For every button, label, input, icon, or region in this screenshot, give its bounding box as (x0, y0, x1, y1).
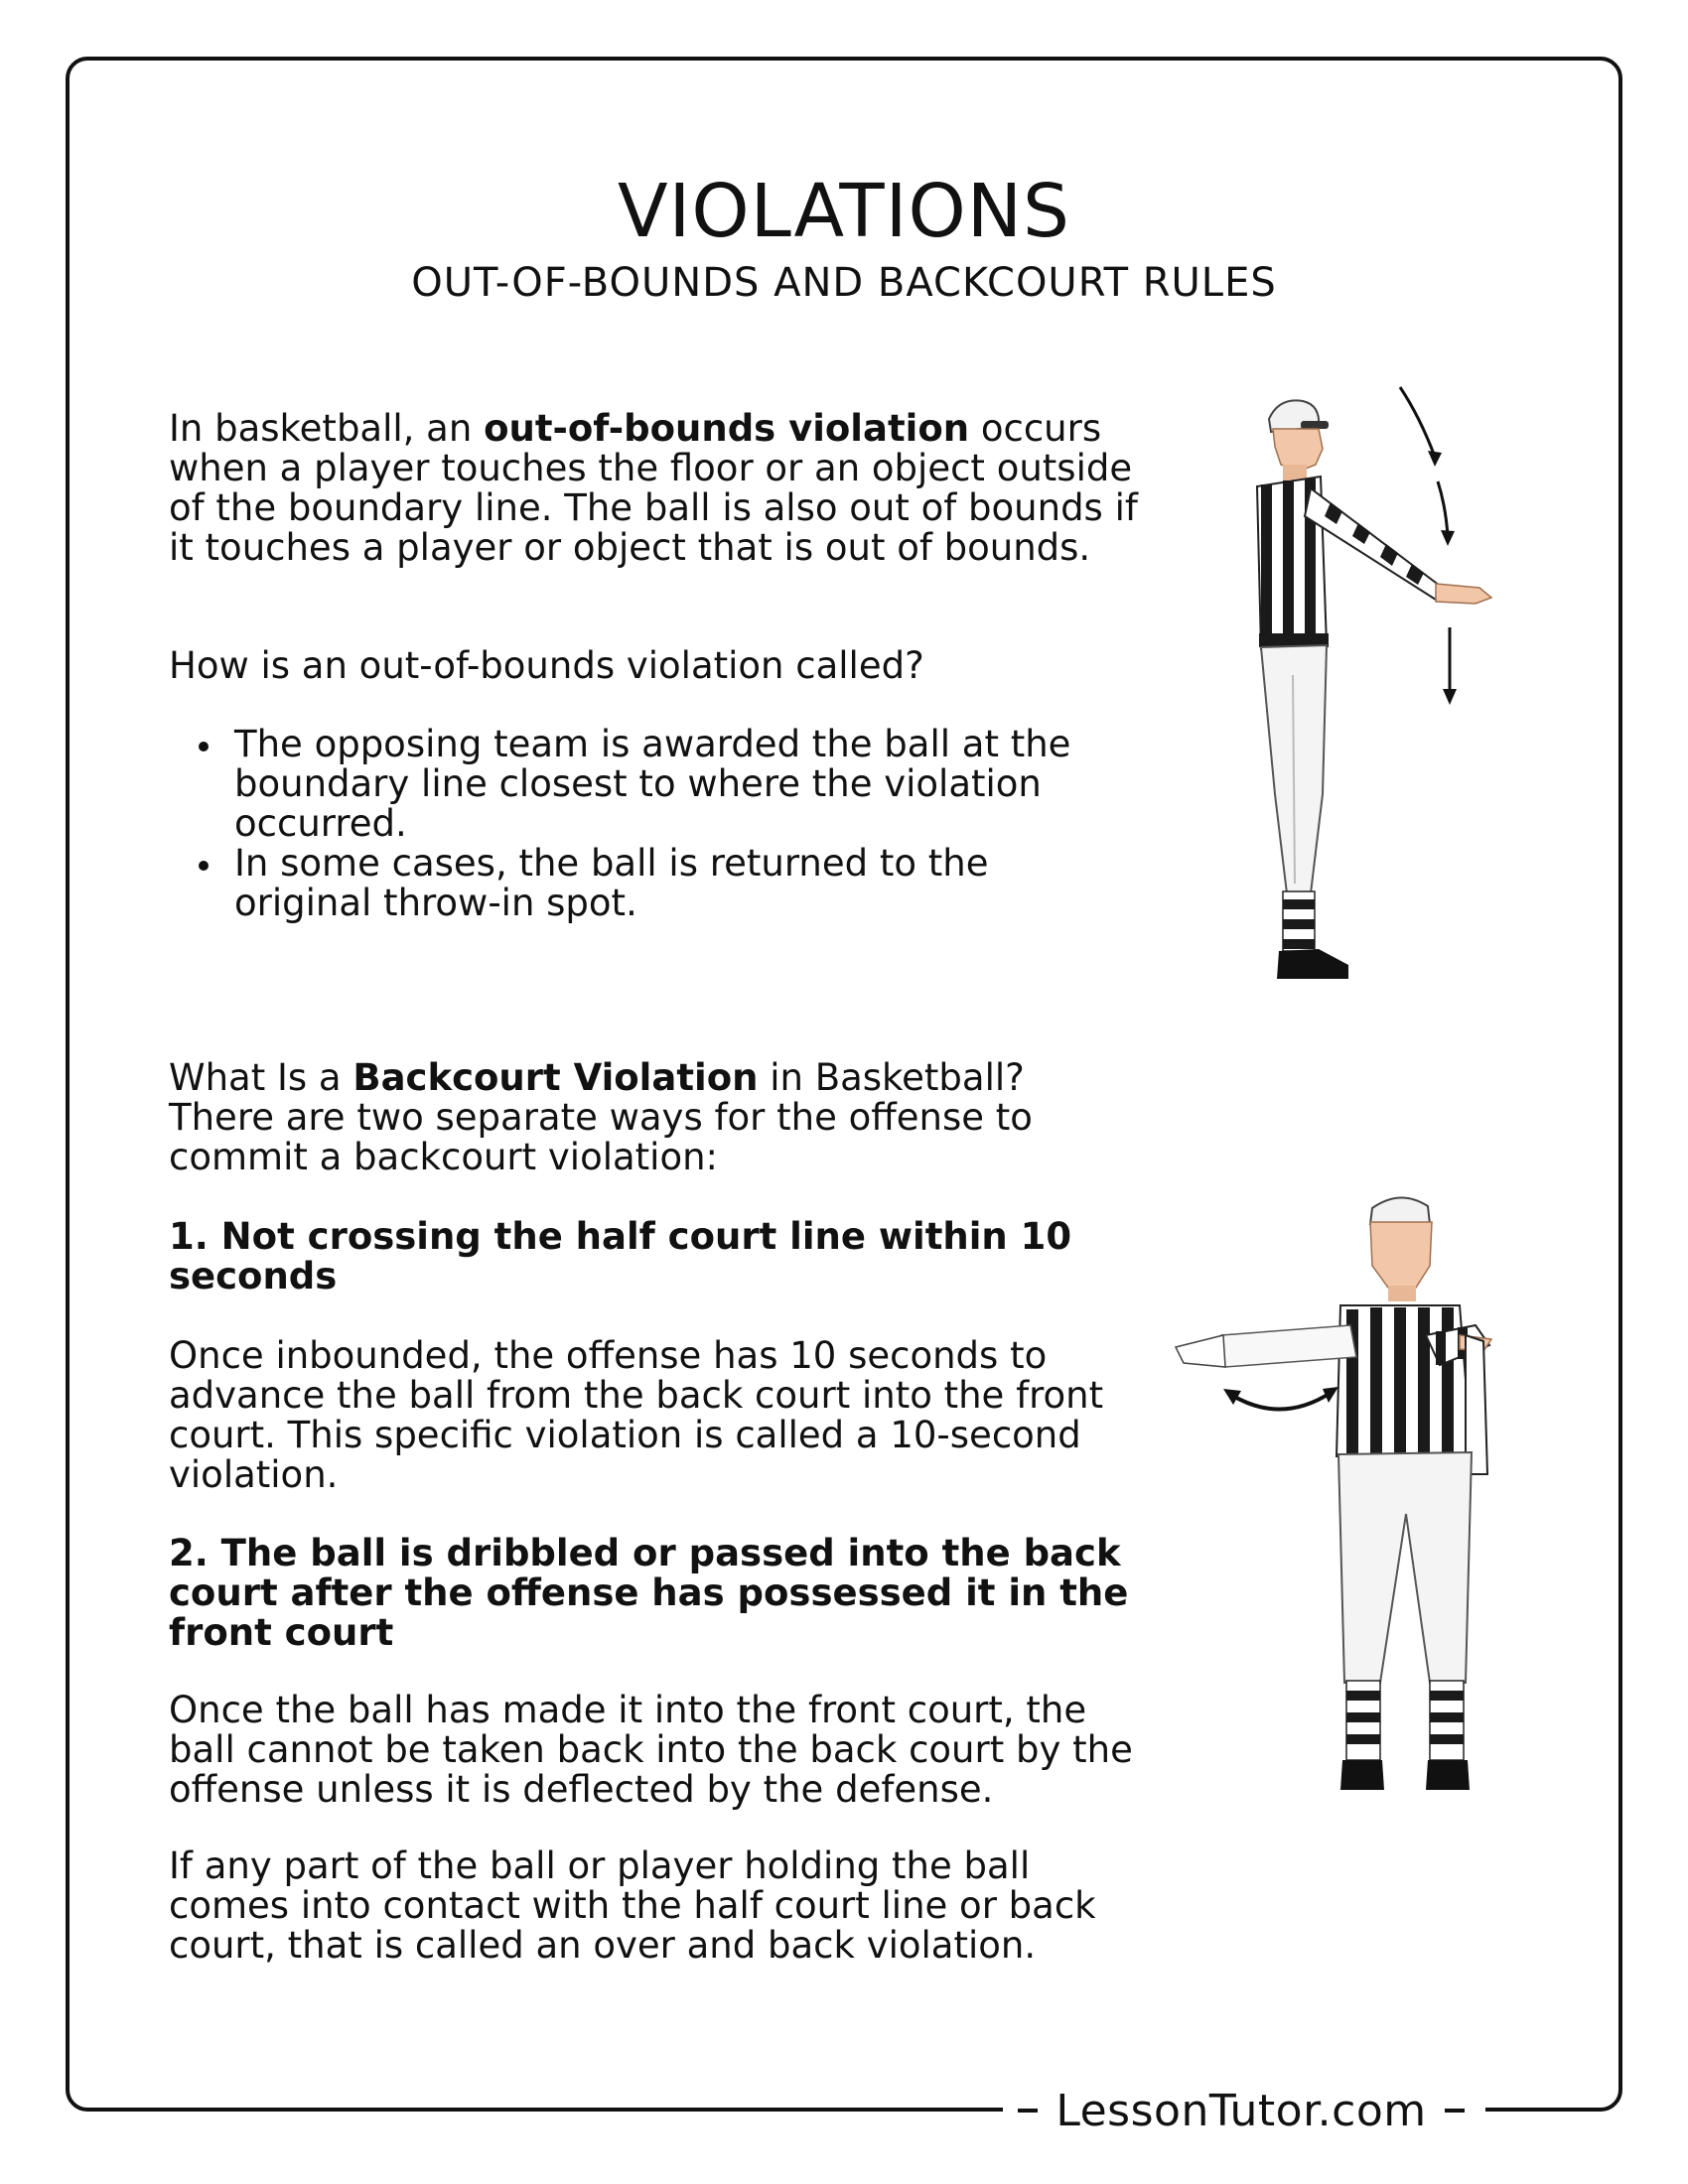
backcourt-q-bold: Backcourt Violation (352, 1056, 759, 1099)
rule1-text: Once inbounded, the offense has 10 seconds to advance the ball from the back court into the front court. This specific violation is called a 10-second violation. (169, 1334, 1104, 1496)
intro-post: occurs when a player touches the floor or an object outside of the boundary line. The ball is also out of bounds if it touches a player or object that is out of bounds. (169, 407, 1138, 569)
question-text: How is an out-of-bounds violation called? (169, 644, 924, 687)
intro-pre: In basketball, an (169, 407, 485, 450)
rule2-text1: Once the ball has made it into the front court, the ball cannot be taken back into the back court by the offense unless it is deflected by the defense. (169, 1689, 1133, 1811)
rule1-heading: 1. Not crossing the half court line within 10 seconds (169, 1215, 1072, 1297)
bullet-list (169, 725, 1122, 923)
page-subtitle: OUT-OF-BOUNDS AND BACKCOURT RULES (411, 260, 1277, 306)
motion-arrow (1400, 387, 1435, 457)
footer (993, 2081, 1489, 2140)
backcourt-q-pre: What Is a (169, 1056, 353, 1099)
list-item: The opposing team is awarded the ball at the boundary line closest to where the violation occurred. (169, 725, 1122, 844)
rule2-text2: If any part of the ball or player holding the ball comes into contact with the half court line or back court, that is called an over and back violation. (169, 1844, 1096, 1967)
backcourt-intro: There are two separate ways for the offense to commit a backcourt violation: (169, 1096, 1033, 1178)
rule2-heading: 2. The ball is dribbled or passed into the back court after the offense has possessed it in the front court (169, 1532, 1129, 1654)
backcourt-q-post: in Basketball? (758, 1056, 1025, 1099)
backcourt-question (169, 1058, 1152, 1098)
footer-site: LessonTutor.com (1055, 2085, 1427, 2136)
intro-bold: out-of-bounds violation (484, 407, 970, 450)
list-item: In some cases, the ball is returned to the original throw-in spot. (169, 844, 1122, 923)
intro-paragraph (169, 409, 1152, 568)
referee-out-of-bounds-figure (1231, 377, 1529, 1003)
page-title: VIOLATIONS (617, 169, 1071, 254)
referee-backcourt-figure (1162, 1186, 1519, 1822)
